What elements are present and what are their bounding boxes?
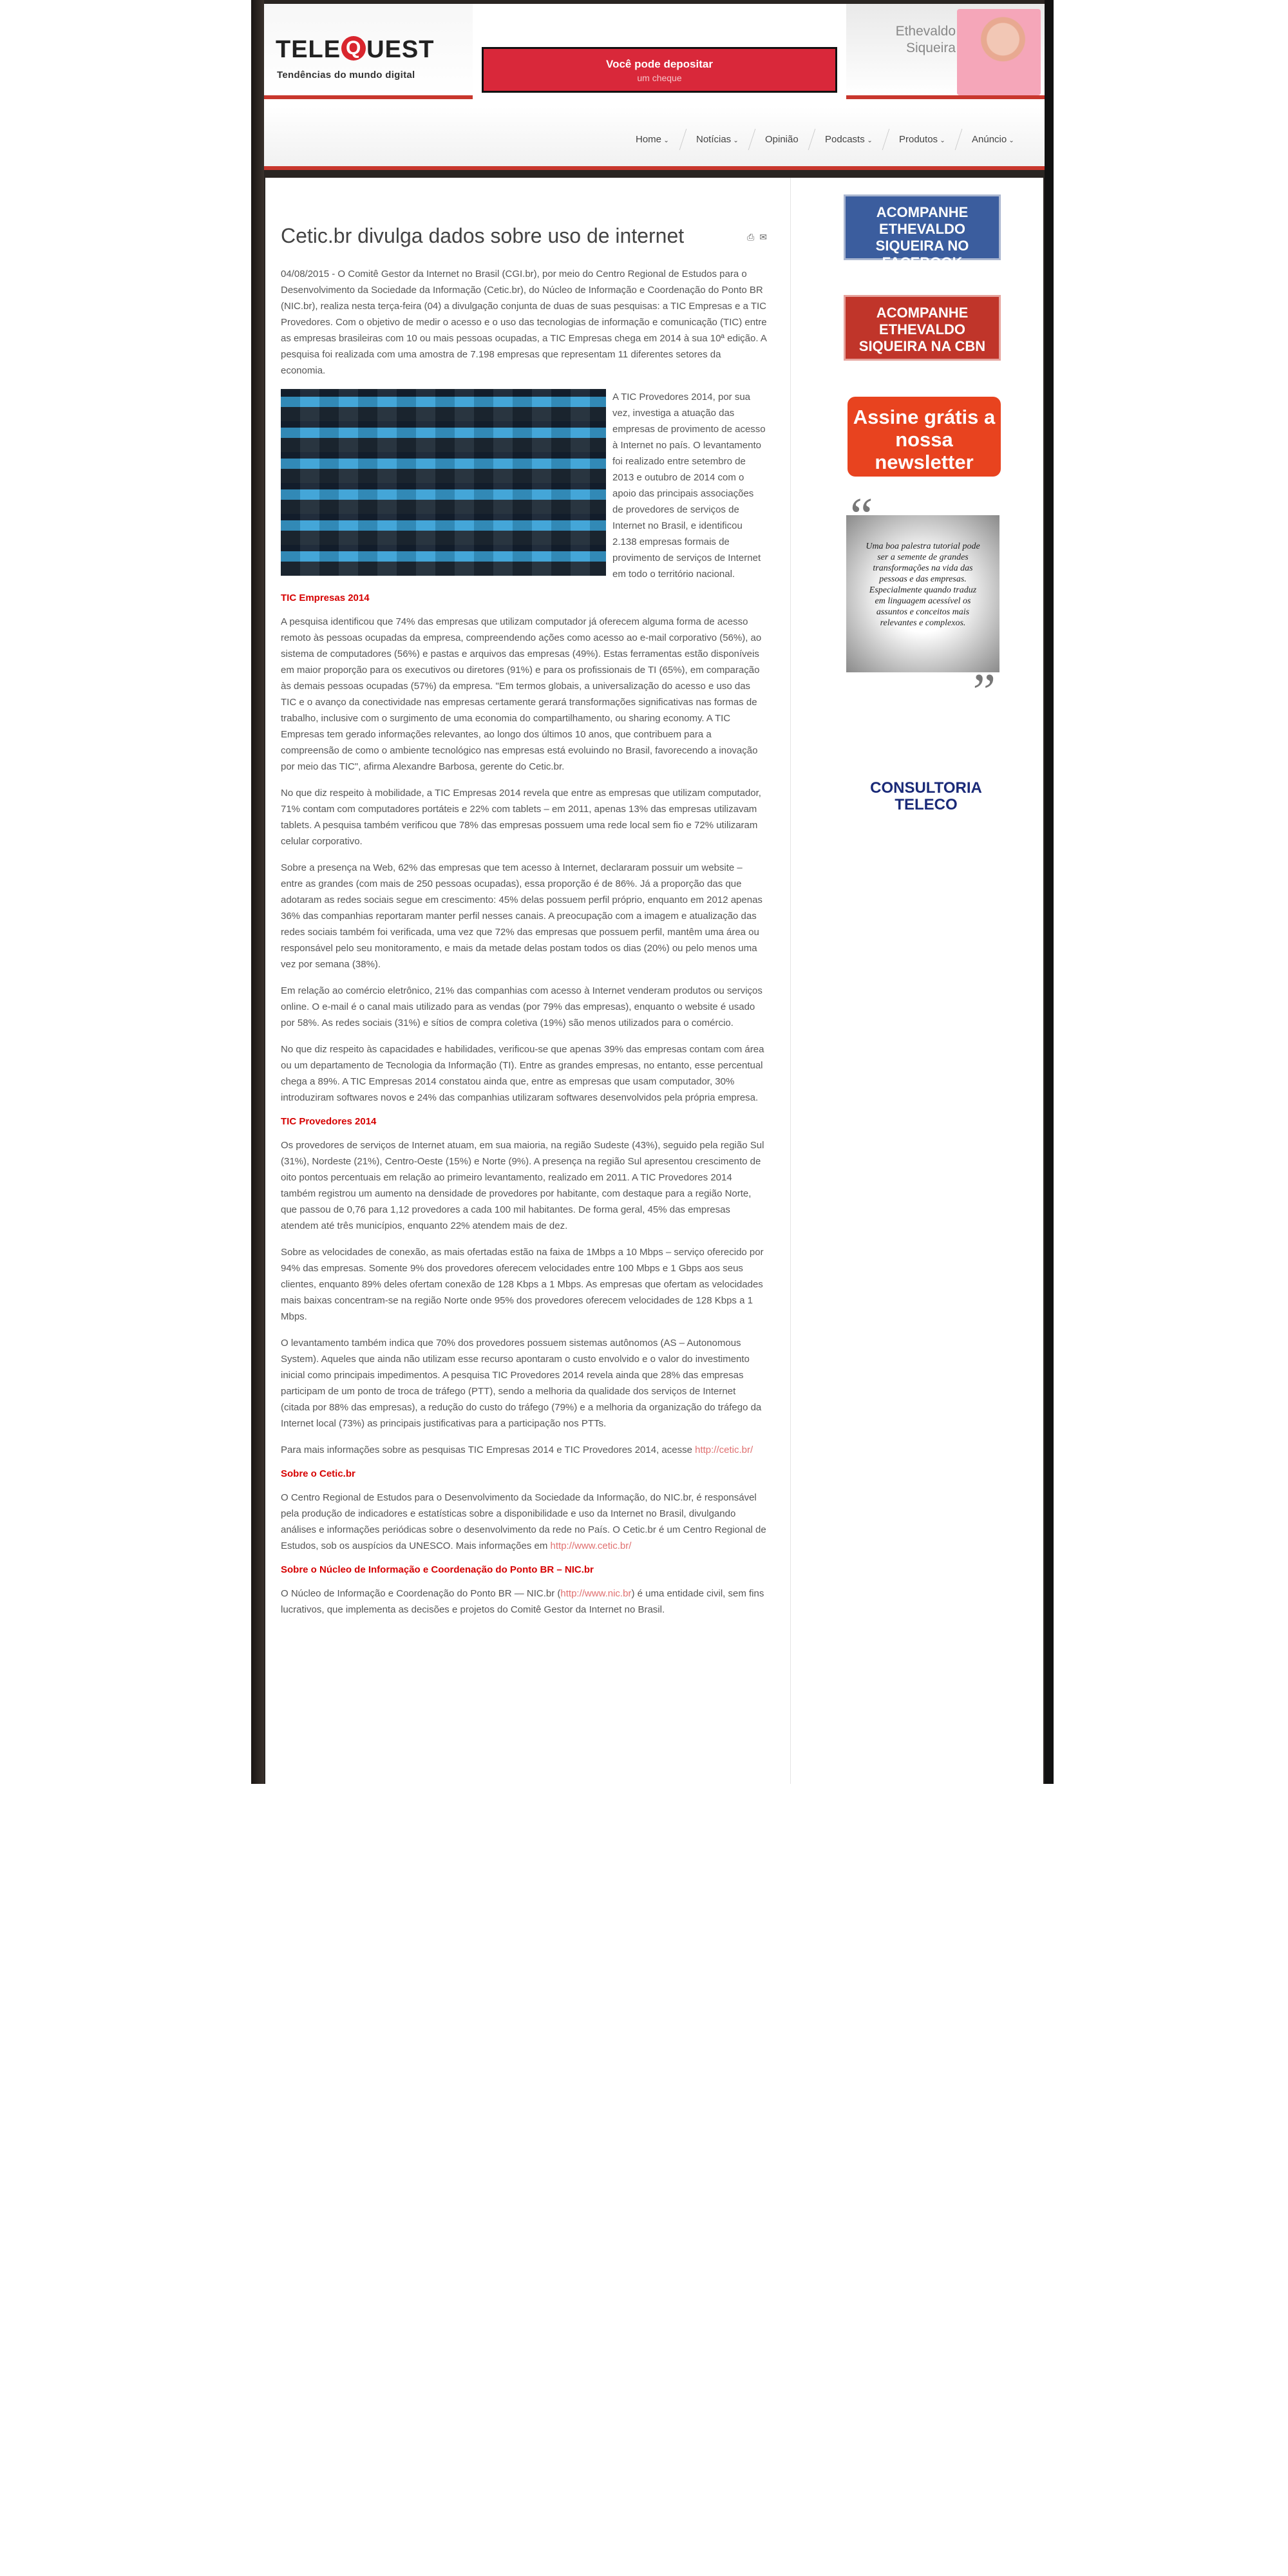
article-tools: [747, 232, 767, 243]
nic-link[interactable]: http://www.nic.br: [560, 1588, 632, 1599]
author-name: Ethevaldo Siqueira: [895, 24, 956, 55]
left-frame-edge: [251, 0, 264, 1784]
chevron-down-icon: ⌄: [663, 137, 669, 144]
cetic-about-text: O Centro Regional de Estudos para o Desenvolvimento da Sociedade da Informação, do NIC.br, é responsável pela produção de indicadores e estatísticas sobre a disponibilidade e uso da Internet no Brasil, divulgando análises e informações periódicas sobre o desenvolvimento da rede no País. O Cetic.br é um Centro Regional de Estudos, sob os auspícios da UNESCO. Mais informações em: [281, 1492, 766, 1551]
banner-subline: um cheque: [637, 73, 682, 83]
ad-banner[interactable]: [482, 47, 837, 93]
facebook-banner[interactable]: ACOMPANHE ETHEVALDO SIQUEIRA NO FACEBOOK: [844, 194, 1001, 260]
author-area[interactable]: [846, 4, 1045, 99]
cetic-link[interactable]: http://cetic.br/: [695, 1444, 753, 1455]
nav-item-label: Anúncio: [972, 134, 1007, 145]
nav-item-anuncio[interactable]: [955, 129, 1031, 150]
site-header: [264, 4, 1045, 167]
article-paragraph: [281, 1442, 767, 1458]
nav-item-home[interactable]: [620, 129, 686, 150]
chevron-down-icon: ⌄: [1009, 137, 1015, 144]
article-paragraph: No que diz respeito às capacidades e habilidades, verificou-se que apenas 39% das empresas contam com área ou um departamento de Tecnologia da Informação (TI). Entre as grandes empresas, no entanto, esse percentual chega a 89%. A TIC Empresas 2014 constatou ainda que, entre as empresas que usam computador, 30% introduziram softwares novos e 24% das companhias utilizaram softwares desenvolvidos pela própria empresa.: [281, 1044, 764, 1103]
article-paragraph: Em relação ao comércio eletrônico, 21% das companhias com acesso à Internet venderam produtos ou serviços online. O e-mail é o canal mais utilizado para as vendas (por 79% das empresas), enquanto o website é usado por 58%. As redes sociais (31%) e sítios de compra coletiva (19%) são menos utilizados para o comércio.: [281, 985, 762, 1028]
chevron-down-icon: ⌄: [733, 137, 739, 144]
site-logo[interactable]: TELE Q UEST: [276, 36, 435, 63]
nav-item-label: Notícias: [696, 134, 731, 145]
sidebar: [790, 178, 1028, 1784]
content-area: [265, 178, 1043, 1784]
article-title-row: [281, 224, 767, 248]
nav-item-label: Opinião: [765, 134, 799, 145]
consultoria-teleco-link[interactable]: CONSULTORIA TELECO: [870, 779, 982, 813]
open-quote-icon: “: [850, 488, 873, 545]
article-paragraph: A TIC Provedores 2014, por sua vez, investiga a atuação das empresas de provimento de acesso à Internet no país. O levantamento foi realizado entre setembro de 2013 e outubro de 2014 com o apoio das principais associações de provedores de serviços de Internet no Brasil, e identificou 2.138 empresas formais de provimento de serviços de Internet em todo o território nacional.: [612, 392, 766, 580]
article: [281, 178, 767, 1628]
article-paragraph: Sobre as velocidades de conexão, as mais ofertadas estão na faixa de 1Mbps a 10 Mbps – serviço oferecido por 94% das empresas. Somente 9% dos provedores oferecem velocidades entre 100 Mbps e 1 Gbps aos seus clientes, enquanto 89% deles ofertam conexão de 128 Kbps a 1 Mbps. As empresas que ofertam as velocidades mais baixas concentram-se na região Norte onde 95% dos provedores oferecem velocidades de 128 Kbps a 1 Mbps.: [281, 1247, 764, 1322]
print-icon[interactable]: ⎙: [747, 232, 755, 242]
nav-item-produtos[interactable]: [882, 129, 962, 150]
close-quote-icon: ”: [972, 664, 996, 721]
right-frame-edge: [1045, 0, 1054, 1784]
site-frame: [251, 0, 1054, 1784]
email-icon[interactable]: ✉: [759, 232, 767, 242]
more-info-text: Para mais informações sobre as pesquisas TIC Empresas 2014 e TIC Provedores 2014, acesse: [281, 1444, 692, 1455]
section-heading: Sobre o Cetic.br: [281, 1468, 355, 1479]
article-image-block: [281, 389, 767, 592]
logo-q-icon: Q: [341, 36, 366, 61]
article-paragraph: Os provedores de serviços de Internet atuam, em sua maioria, na região Sudeste (43%), seguido pela região Sul (31%), Nordeste (21%), Centro-Oeste (15%) e Norte (9%). A presença na região Sul apresentou crescimento de oito pontos percentuais em relação ao primeiro levantamento, realizado em 2011. A TIC Provedores 2014 também registrou um aumento na densidade de provedores por habitante, com destaque para a região Norte, que passou de 0,76 para 1,12 provedores a cada 100 mil habitantes. De forma geral, 45% das empresas atendem até três municípios, enquanto 22% atendem mais de dez.: [281, 1140, 764, 1231]
article-title: Cetic.br divulga dados sobre uso de internet: [281, 224, 685, 247]
nav-item-noticias[interactable]: [679, 129, 755, 150]
section-heading: Sobre o Núcleo de Informação e Coordenação do Ponto BR – NIC.br: [281, 1564, 594, 1575]
main-nav: [264, 107, 1045, 170]
chevron-down-icon: ⌄: [940, 137, 945, 144]
logo-area[interactable]: [264, 4, 473, 99]
article-paragraph: [281, 1586, 767, 1618]
cetic-site-link[interactable]: http://www.cetic.br/: [550, 1540, 632, 1551]
nav-item-label: Podcasts: [824, 134, 865, 145]
chevron-down-icon: ⌄: [866, 137, 873, 144]
nav-items: [623, 129, 1028, 150]
nav-item-opiniao[interactable]: [748, 129, 815, 150]
article-paragraph: O levantamento também indica que 70% dos provedores possuem sistemas autônomos (AS – Autonomous System). Aqueles que ainda não utilizam esse recurso apontaram o custo envolvido e o valor do investimento inicial como principais impedimentos. A pesquisa TIC Provedores 2014 revela ainda que 28% das empresas participam de um ponto de troca de tráfego (PTT), sendo a melhoria da qualidade dos serviços de Internet (citada por 88% das empresas), a redução do custo do tráfego (79%) e a melhoria da organização do tráfego da Internet local (73%) as principais justificativas para a participação nos PTTs.: [281, 1338, 762, 1429]
site-tagline: Tendências do mundo digital: [277, 70, 415, 80]
article-paragraph: A pesquisa identificou que 74% das empresas que utilizam computador já oferecem alguma forma de acesso remoto às pessoas ocupadas da empresa, compreendendo ações como acesso ao e-mail corporativo (56%), ao sistema de computadores (56%) e pastas e arquivos das empresas (49%). Estas ferramentas estão disponíveis em maior proporção para os executivos ou diretores (91%) e para os profissionais de TI (65%), em comparação às demais pessoas ocupadas (57%) da empresa. "Em termos globais, a universalização do acesso e uso das TIC e o avanço da conectividade nas empresas certamente gerará transformações significativas nas formas de trabalho, inclusive com o surgimento de uma economia do compartilhamento, ou sharing economy. A TIC Empresas tem gerado informações relevantes, ao longo dos últimos 10 anos, que contribuem para a compreensão de como o ambiente tecnológico nas empresas está evoluindo no Brasil, favorecendo a inovação por meio das TIC", afirma Alexandre Barbosa, gerente do Cetic.br.: [281, 616, 762, 772]
article-intro: 04/08/2015 - O Comitê Gestor da Internet no Brasil (CGI.br), por meio do Centro Regional de Estudos para o Desenvolvimento da Sociedade da Informação (Cetic.br), do Núcleo de Informação e Coordenação do Ponto BR (NIC.br), realiza nesta terça-feira (04) a divulgação conjunta de duas de suas pesquisas: a TIC Empresas e a TIC Provedores. Com o objetivo de medir o acesso e o uso das tecnologias de informação e comunicação (TIC) entre as empresas brasileiras com 10 ou mais pessoas ocupadas, a TIC Empresas chega em 2014 à sua 10ª edição. A pesquisa foi realizada com uma amostra de 7.198 empresas que representam 11 diferentes setores da economia.: [281, 269, 767, 376]
newsletter-button[interactable]: Assine grátis a nossa newsletter: [848, 397, 1001, 477]
author-avatar: [957, 9, 1041, 95]
cbn-banner[interactable]: ACOMPANHE ETHEVALDO SIQUEIRA NA CBN: [844, 295, 1001, 361]
nav-item-label: Produtos: [898, 134, 938, 145]
section-heading: TIC Empresas 2014: [281, 592, 370, 603]
nic-about-text-b: ) é uma entidade civil, sem fins lucrativos, que implementa as decisões e projetos do Comitê Gestor da Internet no Brasil.: [281, 1588, 764, 1615]
banner-headline: Você pode depositar: [606, 58, 713, 70]
section-heading: TIC Provedores 2014: [281, 1116, 377, 1127]
article-paragraph: No que diz respeito à mobilidade, a TIC Empresas 2014 revela que entre as empresas que utilizam computador, 71% contam com computadores portáteis e 22% com tablets – em 2011, apenas 13% das empresas utilizavam tablets. A pesquisa também verificou que 78% das empresas possuem uma rede local sem fio e 72% utilizaram celular corporativo.: [281, 788, 761, 847]
quote-text: Uma boa palestra tutorial pode ser a semente de grandes transformações na vida das pessoas e das empresas. Especialmente quando traduz em linguagem acessível os assuntos e conceitos mais relevantes e complexos.: [866, 542, 980, 628]
article-paragraph: [281, 1490, 767, 1554]
quote-box: [846, 488, 999, 721]
nav-item-label: Home: [636, 134, 662, 145]
network-cables-image: [281, 389, 606, 576]
nav-item-podcasts[interactable]: [808, 129, 889, 150]
nic-about-text-a: O Núcleo de Informação e Coordenação do Ponto BR — NIC.br (: [281, 1588, 561, 1599]
article-paragraph: Sobre a presença na Web, 62% das empresas que tem acesso à Internet, declararam possuir um website – entre as grandes (com mais de 250 pessoas ocupadas), essa proporção é de 86%. Já a proporção das que adotaram as redes sociais segue em crescimento: 45% delas possuem perfil próprio, enquanto em 2012 apenas 36% das companhias reportaram manter perfil nesses canais. A preocupação com a imagem e atualização das redes sociais também foi verificada, uma vez que 72% das empresas que possuem perfil, mantêm uma área ou responsável pelo seu monitoramento, e mais da metade delas postam todos os dias (20%) ou pelo menos uma vez por semana (38%).: [281, 862, 762, 970]
